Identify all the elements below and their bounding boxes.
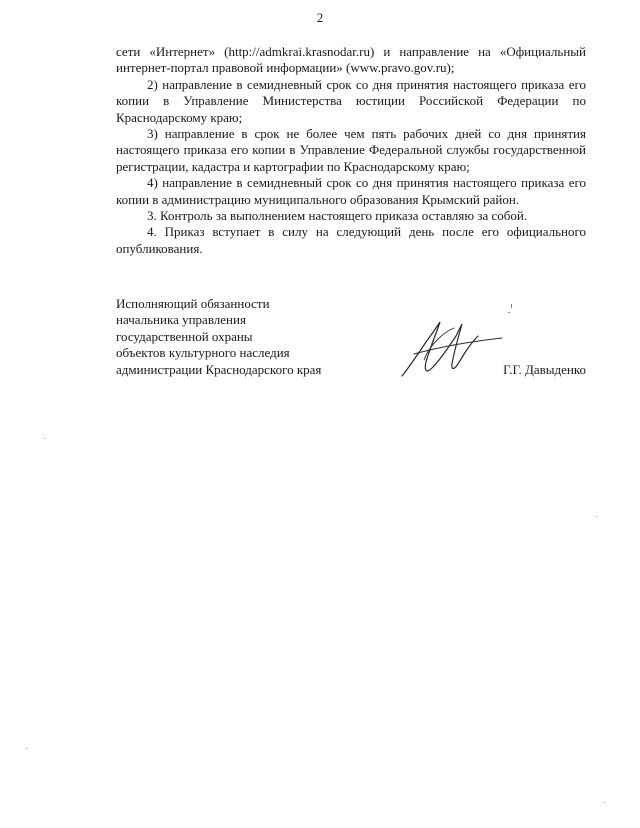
scan-speck (596, 516, 597, 517)
paragraph-item-4: 4) направление в семидневный срок со дня принятия настоящего приказа его копии в администрацию муниципального образования Крымский район. (116, 175, 586, 207)
scan-speck (604, 802, 605, 803)
signer-title (116, 296, 376, 378)
paragraph-item-3: 3) направление в срок не более чем пять рабочих дней со дня принятия настоящего приказа его копии в Управление Федеральной службы государственной регистрации, кадастра и картографии по Краснодарскому краю; (116, 126, 586, 174)
paragraph-item-2: 2) направление в семидневный срок со дня принятия настоящего приказа его копии в Управление Министерства юстиции Российской Федерации по Краснодарскому краю; (116, 76, 586, 125)
scan-speck (44, 438, 45, 439)
document-body (116, 44, 586, 257)
signer-name: Г.Г. Давыденко (503, 361, 586, 377)
page-number: 2 (316, 10, 324, 25)
signer-title-line: Исполняющий обязанности (116, 296, 270, 311)
scan-speck (26, 748, 27, 749)
signature-block (116, 296, 586, 386)
signer-title-line: объектов культурного наследия (116, 345, 290, 361)
paragraph-continuation: сети «Интернет» (http://admkrai.krasnodar.ru) и направление на «Официальный интернет-портал правовой информации» (www.pravo.gov.ru); (116, 44, 586, 76)
handwritten-signature (396, 314, 506, 384)
signer-title-line: государственной охраны (116, 328, 253, 344)
scan-speck (508, 312, 510, 313)
scan-speck (511, 304, 512, 308)
signer-title-line: администрации Краснодарского края (116, 361, 322, 377)
paragraph-effective-date: 4. Приказ вступает в силу на следующий день после его официального опубликования. (116, 224, 586, 256)
paragraph-control: 3. Контроль за выполнением настоящего приказа оставляю за собой. (147, 208, 528, 224)
signer-title-line: начальника управления (116, 312, 246, 328)
